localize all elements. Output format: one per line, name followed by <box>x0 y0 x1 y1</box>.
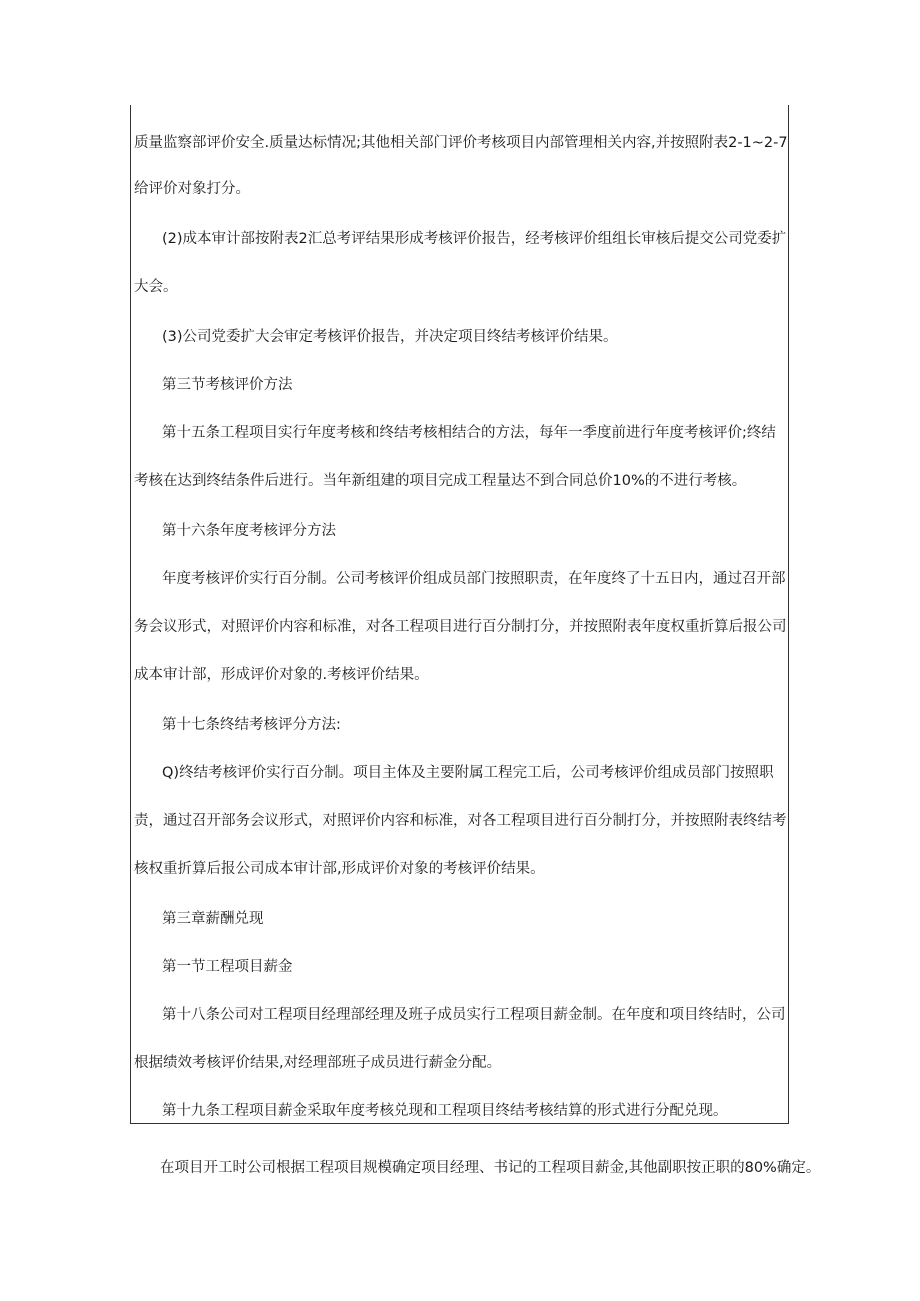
section-heading: 第一节工程项目薪金 <box>162 959 293 975</box>
text-line: 务会议形式，对照评价内容和标准，对各工程项目进行百分制打分，并按照附表年度权重折算后报公司 <box>134 619 787 635</box>
text-line: 给评价对象打分。 <box>134 181 250 197</box>
text-frame <box>130 105 789 1124</box>
section-heading: 第三节考核评价方法 <box>162 377 293 393</box>
text-line: 第十九条工程项目薪金采取年度考核兑现和工程项目终结考核结算的形式进行分配兑现。 <box>162 1103 728 1119</box>
text-line: (2)成本审计部按附表2汇总考评结果形成考核评价报告，经考核评价组组长审核后提交公司党委扩 <box>162 231 787 247</box>
text-line: 大会。 <box>134 279 178 295</box>
text-line: 第十七条终结考核评分方法: <box>162 717 341 733</box>
text-line: 责，通过召开部务会议形式，对照评价内容和标准，对各工程项目进行百分制打分，并按照附表终结考 <box>134 813 787 829</box>
chapter-heading: 第三章薪酬兑现 <box>162 911 264 927</box>
text-line: 考核在达到终结条件后进行。当年新组建的项目完成工程量达不到合同总价10%的不进行考核。 <box>134 473 747 489</box>
text-line: 第十八条公司对工程项目经理部经理及班子成员实行工程项目薪金制。在年度和项目终结时，公司 <box>162 1007 786 1023</box>
text-line: 核权重折算后报公司成本审计部,形成评价对象的考核评价结果。 <box>134 861 545 877</box>
text-line-below-frame: 在项目开工时公司根据工程项目规模确定项目经理、书记的工程项目薪金,其他副职按正职的80%确定。 <box>160 1160 821 1176</box>
text-line: (3)公司党委扩大会审定考核评价报告，并决定项目终结考核评价结果。 <box>162 329 618 345</box>
text-line: 质量监察部评价安全.质量达标情况;其他相关部门评价考核项目内部管理相关内容,并按照附表2-1~2-7 <box>134 135 788 151</box>
text-line: Q)终结考核评价实行百分制。项目主体及主要附属工程完工后，公司考核评价组成员部门按照职 <box>162 765 774 781</box>
text-line: 根据绩效考核评价结果,对经理部班子成员进行薪金分配。 <box>134 1055 502 1071</box>
text-line: 成本审计部，形成评价对象的.考核评价结果。 <box>134 667 429 683</box>
text-line: 第十六条年度考核评分方法 <box>162 523 336 539</box>
text-line: 第十五条工程项目实行年度考核和终结考核相结合的方法，每年一季度前进行年度考核评价;终结 <box>162 425 776 441</box>
text-line: 年度考核评价实行百分制。公司考核评价组成员部门按照职责，在年度终了十五日内，通过召开部 <box>162 571 786 587</box>
